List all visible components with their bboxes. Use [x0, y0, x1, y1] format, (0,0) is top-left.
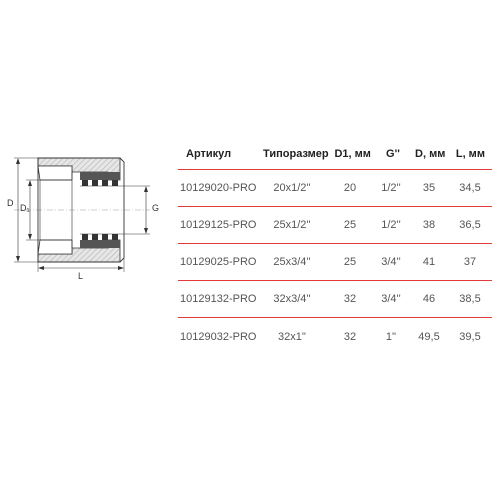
cell-article: 10129032-PRO: [180, 330, 257, 343]
socket-wall-top: [38, 166, 72, 180]
header-size: Типоразмер: [263, 147, 329, 160]
table-row: [178, 281, 492, 318]
header-d: D, мм: [415, 147, 446, 160]
socket-wall-bottom: [38, 240, 72, 254]
table-row: [178, 170, 492, 207]
cell-d1: 32: [343, 330, 357, 343]
cell-g: 1'': [385, 330, 397, 343]
dim-l-label: L: [78, 271, 84, 281]
cell-size: 32x1'': [277, 330, 307, 343]
fitting-drawing: [0, 0, 170, 500]
spec-table: [178, 138, 492, 355]
dim-d1-label: D₁: [20, 203, 30, 213]
cell-l: 36,5: [459, 219, 481, 231]
cell-article: 10129025-PRO: [180, 256, 257, 268]
table-row: [178, 318, 492, 355]
cell-d1: 25: [343, 219, 357, 231]
cell-g: 3/4'': [381, 256, 401, 268]
cell-g: 3/4'': [381, 293, 401, 305]
insert-bottom: [80, 240, 120, 248]
cell-size: 25x1/2'': [273, 219, 311, 231]
fitting-cross-section: [0, 0, 170, 500]
cell-d: 49,5: [418, 330, 440, 343]
cell-d1: 25: [343, 256, 357, 268]
cell-d: 41: [422, 256, 436, 268]
cell-size: 32x3/4'': [273, 293, 311, 305]
cell-d1: 20: [343, 182, 357, 194]
header-g: G'': [386, 147, 400, 160]
header-d1: D1, мм: [334, 147, 371, 160]
table-header-row: [178, 138, 492, 170]
cell-g: 1/2'': [381, 219, 401, 231]
cell-d: 35: [422, 182, 436, 194]
cell-d1: 32: [343, 293, 357, 305]
cell-article: 10129125-PRO: [180, 219, 257, 231]
cell-g: 1/2'': [381, 182, 401, 194]
cell-article: 10129020-PRO: [180, 182, 257, 194]
cell-article: 10129132-PRO: [180, 293, 257, 305]
dim-d-label: D: [7, 198, 14, 208]
table-row: [178, 207, 492, 244]
cell-d: 38: [422, 219, 436, 231]
cell-d: 46: [422, 293, 436, 305]
cell-l: 39,5: [459, 330, 481, 343]
header-article: Артикул: [186, 147, 232, 160]
cell-l: 34,5: [459, 182, 481, 194]
cell-size: 20x1/2'': [273, 182, 311, 194]
cell-l: 38,5: [459, 293, 481, 305]
header-l: L, мм: [455, 147, 485, 160]
dim-g-label: G: [152, 203, 160, 213]
table-row: [178, 244, 492, 281]
cell-l: 37: [463, 256, 477, 268]
cell-size: 25x3/4'': [273, 256, 311, 268]
insert-top: [80, 172, 120, 180]
